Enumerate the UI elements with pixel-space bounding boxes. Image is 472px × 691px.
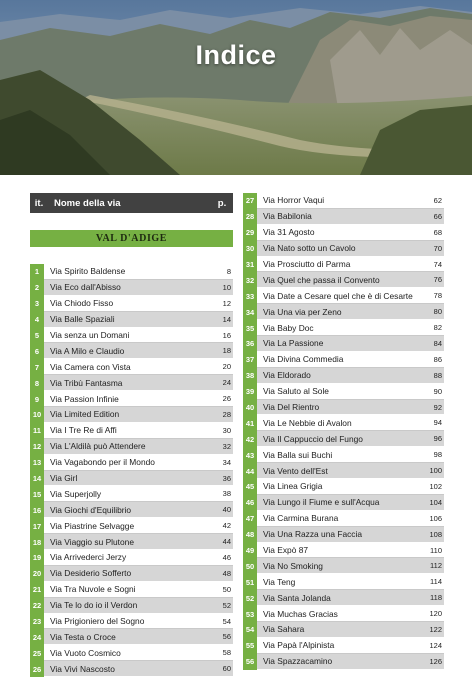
route-page: 106 <box>422 511 444 527</box>
route-name: Via No Smoking <box>257 558 422 574</box>
route-name: Via Arrivederci Jerzy <box>44 550 211 566</box>
route-name: Via Tribù Fantasma <box>44 375 211 391</box>
route-name: Via Eldorado <box>257 368 422 384</box>
route-number: 51 <box>243 574 257 590</box>
table-row <box>243 431 444 447</box>
route-page: 28 <box>211 407 233 423</box>
table-row <box>243 479 444 495</box>
table-row <box>243 606 444 622</box>
route-name: Via Chiodo Fisso <box>44 296 211 312</box>
route-page: 118 <box>422 590 444 606</box>
route-number: 9 <box>30 391 44 407</box>
table-row <box>30 534 233 550</box>
table-row <box>243 511 444 527</box>
index-column-right <box>243 193 444 670</box>
route-name: Via Baby Doc <box>257 320 422 336</box>
route-page: 82 <box>422 320 444 336</box>
route-page: 92 <box>422 400 444 416</box>
table-row <box>30 486 233 502</box>
route-number: 28 <box>243 209 257 225</box>
table-row <box>30 455 233 471</box>
route-page: 94 <box>422 415 444 431</box>
route-number: 53 <box>243 606 257 622</box>
route-page: 12 <box>211 296 233 312</box>
section-title: VAL D'ADIGE <box>30 230 233 247</box>
page-title: Indice <box>195 40 277 70</box>
route-number: 22 <box>30 598 44 614</box>
mountain-landscape-image <box>0 0 472 175</box>
route-number: 6 <box>30 343 44 359</box>
route-number: 41 <box>243 415 257 431</box>
route-name: Via Vento dell'Est <box>257 463 422 479</box>
route-page: 126 <box>422 654 444 670</box>
table-row <box>30 518 233 534</box>
route-number: 13 <box>30 455 44 471</box>
route-number: 26 <box>30 661 44 677</box>
route-number: 54 <box>243 622 257 638</box>
route-name: Via Tra Nuvole e Sogni <box>44 582 211 598</box>
route-name: Via Viaggio su Plutone <box>44 534 211 550</box>
table-row <box>30 550 233 566</box>
route-number: 32 <box>243 272 257 288</box>
table-row <box>243 415 444 431</box>
route-name: Via La Passione <box>257 336 422 352</box>
table-row <box>243 447 444 463</box>
route-name: Via Il Cappuccio del Fungo <box>257 431 422 447</box>
table-row <box>243 527 444 543</box>
table-row <box>30 312 233 328</box>
table-row <box>30 439 233 455</box>
table-row <box>30 502 233 518</box>
route-number: 23 <box>30 614 44 630</box>
table-row <box>243 352 444 368</box>
table-row <box>243 320 444 336</box>
route-number: 8 <box>30 375 44 391</box>
route-page: 48 <box>211 566 233 582</box>
route-page: 32 <box>211 439 233 455</box>
route-number: 42 <box>243 431 257 447</box>
table-header <box>30 193 233 213</box>
table-row <box>30 359 233 375</box>
route-name: Via Horror Vaqui <box>257 193 422 209</box>
table-row <box>30 598 233 614</box>
route-page: 26 <box>211 391 233 407</box>
route-number: 25 <box>30 645 44 661</box>
route-number: 29 <box>243 225 257 241</box>
route-page: 68 <box>422 225 444 241</box>
route-name: Via Carmina Burana <box>257 511 422 527</box>
section-spacer <box>30 247 233 264</box>
route-number: 5 <box>30 328 44 344</box>
route-number: 21 <box>30 582 44 598</box>
route-page: 46 <box>211 550 233 566</box>
route-name: Via Le Nebbie di Avalon <box>257 415 422 431</box>
route-name: Via Lungo il Fiume e sull'Acqua <box>257 495 422 511</box>
route-number: 3 <box>30 296 44 312</box>
route-page: 50 <box>211 582 233 598</box>
route-number: 34 <box>243 304 257 320</box>
route-page: 20 <box>211 359 233 375</box>
route-name: Via I Tre Re di Affi <box>44 423 211 439</box>
route-name: Via Te lo do io il Verdon <box>44 598 211 614</box>
route-number: 2 <box>30 280 44 296</box>
route-page: 36 <box>211 471 233 487</box>
route-name: Via Balle Spaziali <box>44 312 211 328</box>
route-name: Via Papà l'Alpinista <box>257 638 422 654</box>
route-page: 42 <box>211 518 233 534</box>
route-name: Via Nato sotto un Cavolo <box>257 241 422 257</box>
route-page: 34 <box>211 455 233 471</box>
route-number: 24 <box>30 629 44 645</box>
table-row <box>243 400 444 416</box>
table-row <box>243 558 444 574</box>
route-page: 62 <box>422 193 444 209</box>
route-number: 44 <box>243 463 257 479</box>
route-page: 100 <box>422 463 444 479</box>
route-page: 14 <box>211 312 233 328</box>
table-row <box>30 645 233 661</box>
route-number: 49 <box>243 543 257 559</box>
route-page: 122 <box>422 622 444 638</box>
route-name: Via Eco dall'Abisso <box>44 280 211 296</box>
route-name: Via Testa o Croce <box>44 629 211 645</box>
route-page: 120 <box>422 606 444 622</box>
route-page: 104 <box>422 495 444 511</box>
route-name: Via Date a Cesare quel che è di Cesarte <box>257 288 422 304</box>
header-page: p. <box>217 197 227 209</box>
route-page: 98 <box>422 447 444 463</box>
route-name: Via Santa Jolanda <box>257 590 422 606</box>
route-page: 70 <box>422 241 444 257</box>
route-page: 40 <box>211 502 233 518</box>
header-number: it. <box>34 197 44 209</box>
route-name: Via Una via per Zeno <box>257 304 422 320</box>
table-row <box>30 280 233 296</box>
route-page: 38 <box>211 486 233 502</box>
route-number: 33 <box>243 288 257 304</box>
route-name: Via Camera con Vista <box>44 359 211 375</box>
route-number: 19 <box>30 550 44 566</box>
table-row <box>243 495 444 511</box>
route-page: 112 <box>422 558 444 574</box>
route-page: 60 <box>211 661 233 677</box>
table-row <box>243 272 444 288</box>
route-page: 108 <box>422 527 444 543</box>
route-number: 12 <box>30 439 44 455</box>
route-page: 16 <box>211 328 233 344</box>
route-page: 74 <box>422 257 444 273</box>
route-page: 8 <box>211 264 233 280</box>
route-number: 31 <box>243 257 257 273</box>
route-page: 78 <box>422 288 444 304</box>
route-page: 10 <box>211 280 233 296</box>
route-name: Via Piastrine Selvagge <box>44 518 211 534</box>
table-row <box>30 328 233 344</box>
table-row <box>243 336 444 352</box>
route-page: 96 <box>422 431 444 447</box>
route-page: 102 <box>422 479 444 495</box>
route-number: 50 <box>243 558 257 574</box>
route-number: 37 <box>243 352 257 368</box>
route-name: Via Muchas Gracias <box>257 606 422 622</box>
route-page: 52 <box>211 598 233 614</box>
route-page: 54 <box>211 614 233 630</box>
table-row <box>243 574 444 590</box>
route-number: 39 <box>243 384 257 400</box>
route-number: 7 <box>30 359 44 375</box>
route-page: 110 <box>422 543 444 559</box>
route-name: Via Girl <box>44 471 211 487</box>
route-name: Via Saluto al Sole <box>257 384 422 400</box>
route-page: 88 <box>422 368 444 384</box>
route-number: 40 <box>243 400 257 416</box>
table-row <box>243 288 444 304</box>
route-name: Via Quel che passa il Convento <box>257 272 422 288</box>
table-row <box>243 543 444 559</box>
table-row <box>30 423 233 439</box>
table-row <box>30 629 233 645</box>
route-page: 114 <box>422 574 444 590</box>
route-name: Via Spirito Baldense <box>44 264 211 280</box>
route-name: Via Desiderio Sofferto <box>44 566 211 582</box>
table-row <box>243 384 444 400</box>
table-row <box>243 209 444 225</box>
table-row <box>30 391 233 407</box>
route-number: 35 <box>243 320 257 336</box>
route-name: Via Babilonia <box>257 209 422 225</box>
route-number: 15 <box>30 486 44 502</box>
route-number: 30 <box>243 241 257 257</box>
route-number: 36 <box>243 336 257 352</box>
table-row <box>243 622 444 638</box>
table-row <box>243 590 444 606</box>
route-name: Via Linea Grigia <box>257 479 422 495</box>
route-name: Via Spazzacamino <box>257 654 422 670</box>
route-page: 44 <box>211 534 233 550</box>
route-number: 1 <box>30 264 44 280</box>
route-name: Via Vagabondo per il Mondo <box>44 455 211 471</box>
route-page: 56 <box>211 629 233 645</box>
route-number: 11 <box>30 423 44 439</box>
route-number: 10 <box>30 407 44 423</box>
route-number: 18 <box>30 534 44 550</box>
table-row <box>243 193 444 209</box>
table-row <box>243 257 444 273</box>
route-number: 4 <box>30 312 44 328</box>
table-row <box>30 296 233 312</box>
route-page: 124 <box>422 638 444 654</box>
route-number: 14 <box>30 471 44 487</box>
route-name: Via Sahara <box>257 622 422 638</box>
route-page: 58 <box>211 645 233 661</box>
route-name: Via Prigioniero del Sogno <box>44 614 211 630</box>
header-route-name: Nome della via <box>54 197 121 209</box>
table-row <box>30 407 233 423</box>
route-name: Via Divina Commedia <box>257 352 422 368</box>
route-page: 18 <box>211 343 233 359</box>
table-row <box>30 582 233 598</box>
route-name: Via Vivi Nascosto <box>44 661 211 677</box>
route-number: 48 <box>243 527 257 543</box>
route-page: 24 <box>211 375 233 391</box>
route-page: 66 <box>422 209 444 225</box>
route-name: Via Superjolly <box>44 486 211 502</box>
table-row <box>243 304 444 320</box>
route-name: Via Teng <box>257 574 422 590</box>
table-row <box>30 343 233 359</box>
route-name: Via senza un Domani <box>44 328 211 344</box>
route-number: 46 <box>243 495 257 511</box>
route-number: 56 <box>243 654 257 670</box>
route-name: Via Una Razza una Faccia <box>257 527 422 543</box>
route-page: 30 <box>211 423 233 439</box>
route-name: Via Balla sui Buchi <box>257 447 422 463</box>
table-row <box>243 654 444 670</box>
route-page: 86 <box>422 352 444 368</box>
route-page: 76 <box>422 272 444 288</box>
route-name: Via Prosciutto di Parma <box>257 257 422 273</box>
table-row <box>243 368 444 384</box>
index-column-left <box>30 193 233 677</box>
table-row <box>243 638 444 654</box>
route-number: 27 <box>243 193 257 209</box>
table-row <box>30 566 233 582</box>
table-row <box>30 614 233 630</box>
route-number: 43 <box>243 447 257 463</box>
table-row <box>30 375 233 391</box>
route-number: 47 <box>243 511 257 527</box>
route-page: 80 <box>422 304 444 320</box>
route-name: Via Passion Infinie <box>44 391 211 407</box>
table-row <box>30 471 233 487</box>
route-number: 52 <box>243 590 257 606</box>
route-name: Via Del Rientro <box>257 400 422 416</box>
route-name: Via Expò 87 <box>257 543 422 559</box>
route-page: 90 <box>422 384 444 400</box>
table-row <box>243 463 444 479</box>
route-name: Via A Milo e Claudio <box>44 343 211 359</box>
hero-banner <box>0 0 472 175</box>
route-number: 55 <box>243 638 257 654</box>
table-row <box>30 661 233 677</box>
route-name: Via L'Aldilà può Attendere <box>44 439 211 455</box>
route-name: Via Limited Edition <box>44 407 211 423</box>
route-number: 16 <box>30 502 44 518</box>
route-number: 17 <box>30 518 44 534</box>
route-number: 45 <box>243 479 257 495</box>
route-name: Via Vuoto Cosmico <box>44 645 211 661</box>
route-name: Via Giochi d'Equilibrio <box>44 502 211 518</box>
table-row <box>243 241 444 257</box>
route-name: Via 31 Agosto <box>257 225 422 241</box>
route-number: 38 <box>243 368 257 384</box>
table-row <box>243 225 444 241</box>
route-page: 84 <box>422 336 444 352</box>
route-number: 20 <box>30 566 44 582</box>
table-row <box>30 264 233 280</box>
